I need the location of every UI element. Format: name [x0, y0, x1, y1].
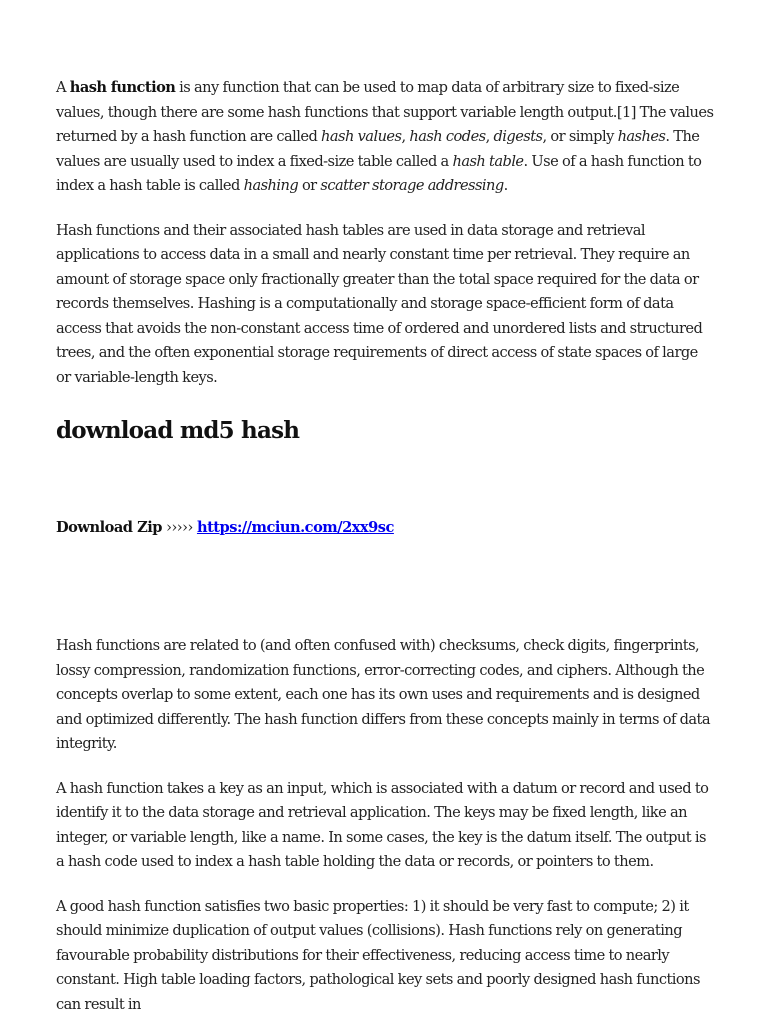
- hash-tables-paragraph: Hash functions and their associated hash tables are used in data storage and retrieval applications to access data in a small and nearly constant time per retrieval. They require an amount of storage space only fractionally greater than the total space required for the data or records themselves. Hashing is a computationally and storage space-efficient form of data access that avoids the non-constant access time of ordered and unordered lists and structured trees, and the often exponential storage requirements of direct access of state spaces of large or variable-length keys.: [56, 221, 703, 386]
- text-run: . The values are usually used to index a fixed-size table called a: [56, 128, 700, 170]
- italic-term: hashing: [243, 177, 299, 194]
- related-concepts-paragraph: Hash functions are related to (and often confused with) checksums, check digits, fingerprints, lossy compression, randomization functions, error-correcting codes, and ciphers. Although the concepts overlap to some extent, each one has its own uses and requirements and is designed and optimized differently. The hash function differs from these concepts mainly in terms of data integrity.: [56, 637, 710, 752]
- italic-term: digests: [493, 128, 543, 145]
- italic-term: hash table: [452, 152, 524, 170]
- text-run: ,: [485, 128, 494, 145]
- bold-term-hash-function: hash function: [69, 79, 176, 96]
- intro-paragraph: [56, 76, 716, 199]
- text-run: .: [503, 177, 508, 194]
- text-run: or: [298, 177, 321, 194]
- download-line: [56, 516, 716, 540]
- download-arrows: ›››››: [161, 519, 197, 536]
- download-label: Download Zip: [56, 519, 162, 536]
- text-run: , or simply: [542, 128, 618, 145]
- key-input-paragraph: A hash function takes a key as an input, which is associated with a datum or record and used to identify it to the data storage and retrieval application. The keys may be fixed length, like an integer, or variable length, like a name. In some cases, the key is the datum itself. The output is a hash code used to index a hash table holding the data or records, or pointers to them.: [56, 779, 709, 870]
- italic-term: scatter storage addressing: [320, 177, 504, 194]
- properties-paragraph: A good hash function satisfies two basic properties: 1) it should be very fast to compute; 2) it should minimize duplication of output values (collisions). Hash functions rely on generating favourable probability distributions for their effectiveness, reducing access time to nearly constant. High table loading factors, pathological key sets and poorly designed hash functions can result in: [56, 897, 700, 1013]
- italic-term: hashes: [617, 128, 666, 145]
- italic-term: hash codes: [409, 128, 486, 145]
- italic-term: hash values: [321, 128, 402, 145]
- text-run: is any function that can be used to map data of arbitrary size to fixed-size values, though there are some hash functions that support variable length output.[1] The values returned by a hash function are called: [56, 79, 714, 145]
- text-run: . Use of a hash function to index a hash table is called: [56, 152, 702, 194]
- download-link[interactable]: https://mciun.com/2xx9sc: [196, 519, 394, 536]
- text-run: A: [56, 79, 70, 96]
- text-run: ,: [401, 128, 410, 145]
- section-heading: download md5 hash: [56, 417, 300, 444]
- article-body: [56, 76, 716, 1017]
